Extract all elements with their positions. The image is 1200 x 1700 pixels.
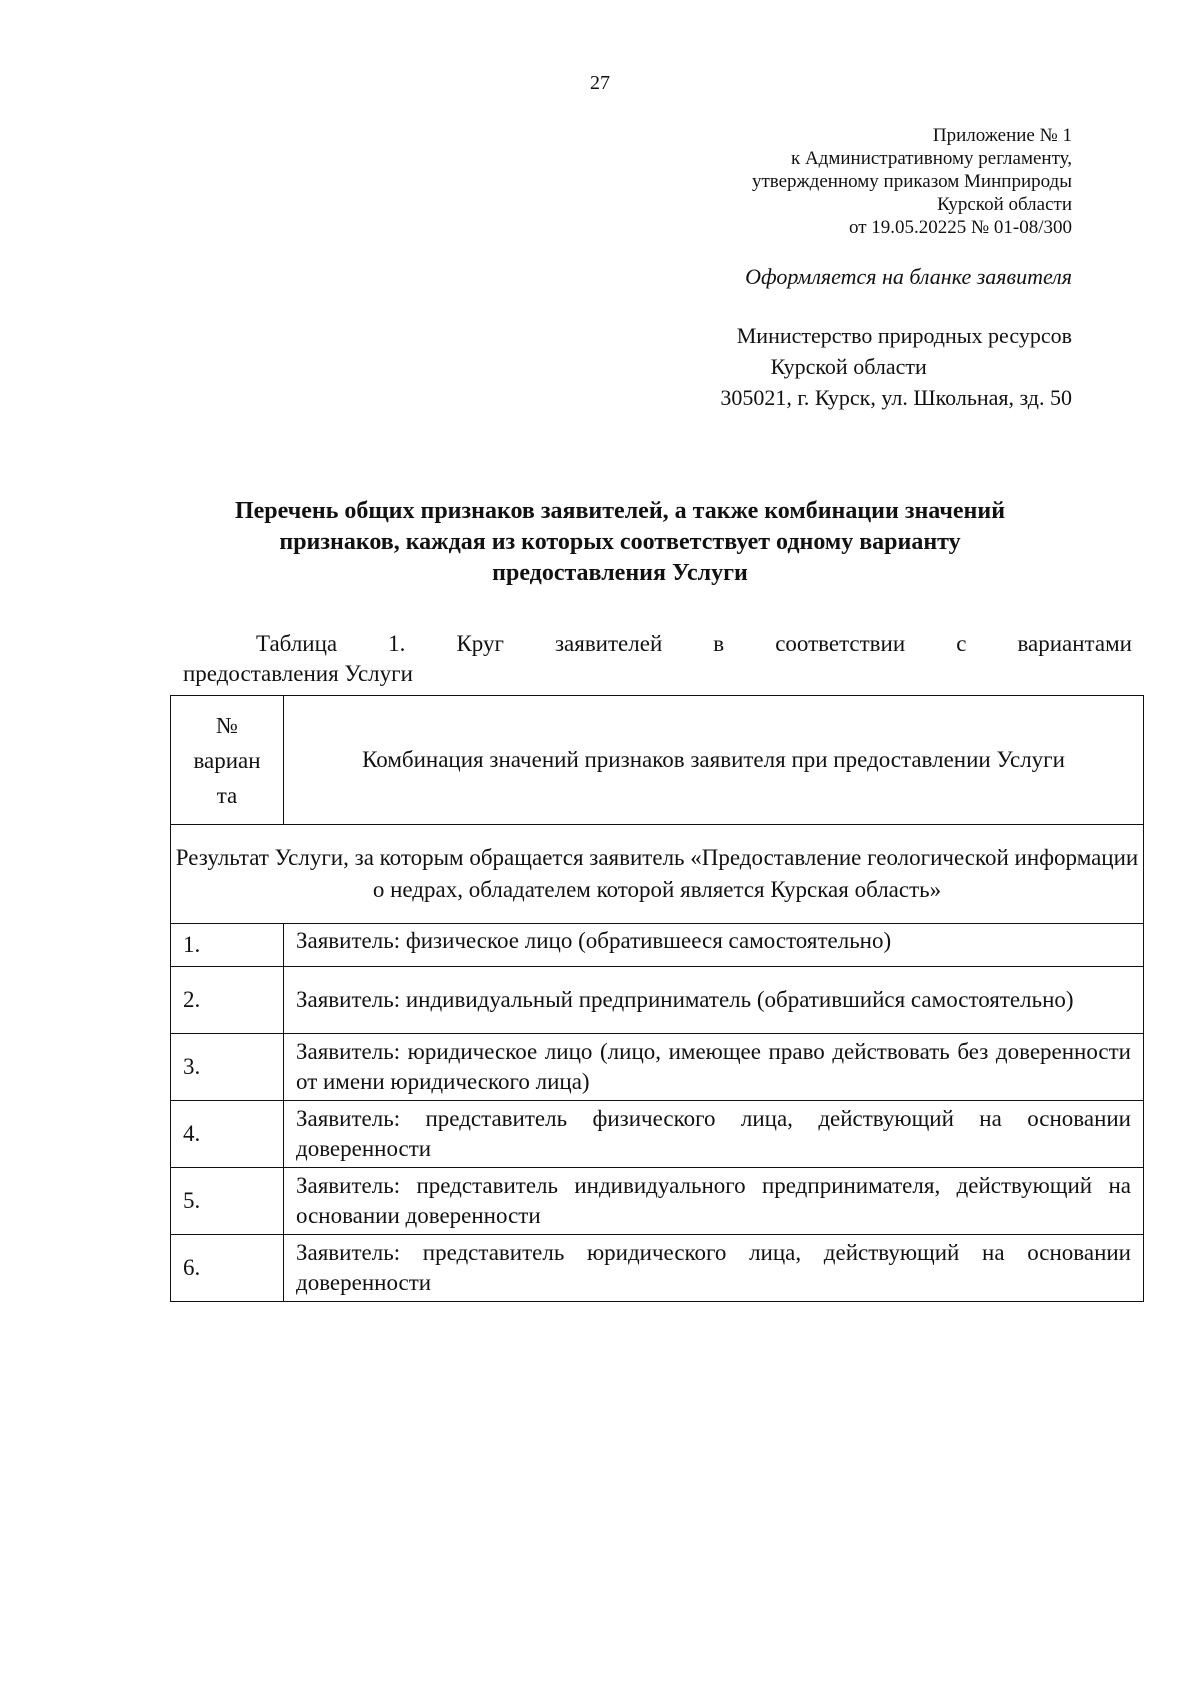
header-num-line: № xyxy=(216,712,238,738)
variant-number: 2. xyxy=(171,967,284,1034)
table-row xyxy=(171,1235,1144,1302)
addressee-block xyxy=(720,320,1072,413)
variant-description: Заявитель: юридическое лицо (лицо, имеющее право действовать без доверенности от имени юридического лица) xyxy=(284,1034,1144,1101)
variant-description: Заявитель: представитель физического лица, действующий на основании доверенности xyxy=(284,1101,1144,1168)
caption-word: Таблица xyxy=(256,631,338,656)
page-number: 27 xyxy=(590,72,610,94)
caption-word: Круг xyxy=(456,631,504,656)
variant-description: Заявитель: представитель индивидуального предпринимателя, действующий на основании доверенности xyxy=(284,1168,1144,1235)
title-line: Перечень общих признаков заявителей, а также комбинации значений xyxy=(234,498,1006,524)
caption-word: с xyxy=(956,631,967,656)
table-row xyxy=(171,924,1144,967)
caption-line: предоставления Услуги xyxy=(183,661,413,686)
appendix-line: утвержденному приказом Минприроды xyxy=(751,171,1072,192)
variant-description: Заявитель: индивидуальный предприниматель (обратившийся самостоятельно) xyxy=(284,967,1144,1034)
table-header-row xyxy=(171,696,1144,825)
caption-word: вариантами xyxy=(1017,631,1132,656)
variant-number: 1. xyxy=(171,924,284,967)
title-line: признаков, каждая из которых соответствует одному варианту xyxy=(279,529,961,555)
caption-word: заявителей xyxy=(554,631,663,656)
title-line: предоставления Услуги xyxy=(492,560,748,586)
appendix-line: к Административному регламенту, xyxy=(790,148,1072,169)
variant-number: 3. xyxy=(171,1034,284,1101)
variant-number: 5. xyxy=(171,1168,284,1235)
variant-number: 6. xyxy=(171,1235,284,1302)
caption-word: соответствии xyxy=(775,631,906,656)
table-section-row xyxy=(171,825,1144,924)
addressee-line: 305021, г. Курск, ул. Школьная, зд. 50 xyxy=(720,385,1072,410)
variant-description: Заявитель: представитель юридического лица, действующий на основании доверенности xyxy=(284,1235,1144,1302)
caption-word: 1. xyxy=(388,631,406,656)
variant-description: Заявитель: физическое лицо (обратившееся самостоятельно) xyxy=(284,924,1144,967)
variants-table xyxy=(170,695,1144,1302)
header-num-line: вариан xyxy=(193,747,261,773)
table-row xyxy=(171,1101,1144,1168)
blank-note: Оформляется на бланке заявителя xyxy=(745,264,1072,289)
header-variant-number xyxy=(171,696,284,825)
appendix-line: Курской области xyxy=(937,194,1072,215)
caption-line xyxy=(183,629,1132,659)
caption-word: в xyxy=(713,631,725,656)
table-row xyxy=(171,1034,1144,1101)
appendix-line: от 19.05.20225 № 01-08/300 xyxy=(848,217,1072,238)
document-title xyxy=(150,496,1090,589)
section-result: Результат Услуги, за которым обращается заявитель «Предоставление геологической информации о недрах, обладателем которой является Курская область» xyxy=(171,825,1144,924)
header-num-line: та xyxy=(216,782,238,808)
table-row xyxy=(171,1168,1144,1235)
appendix-block xyxy=(752,124,1072,239)
table-row xyxy=(171,967,1144,1034)
variant-number: 4. xyxy=(171,1101,284,1168)
table-caption xyxy=(183,629,1132,689)
addressee-line: Министерство природных ресурсов xyxy=(736,323,1072,348)
header-combination: Комбинация значений признаков заявителя при предоставлении Услуги xyxy=(284,696,1144,825)
appendix-line: Приложение № 1 xyxy=(932,125,1072,146)
addressee-line: Курской области xyxy=(770,354,927,379)
